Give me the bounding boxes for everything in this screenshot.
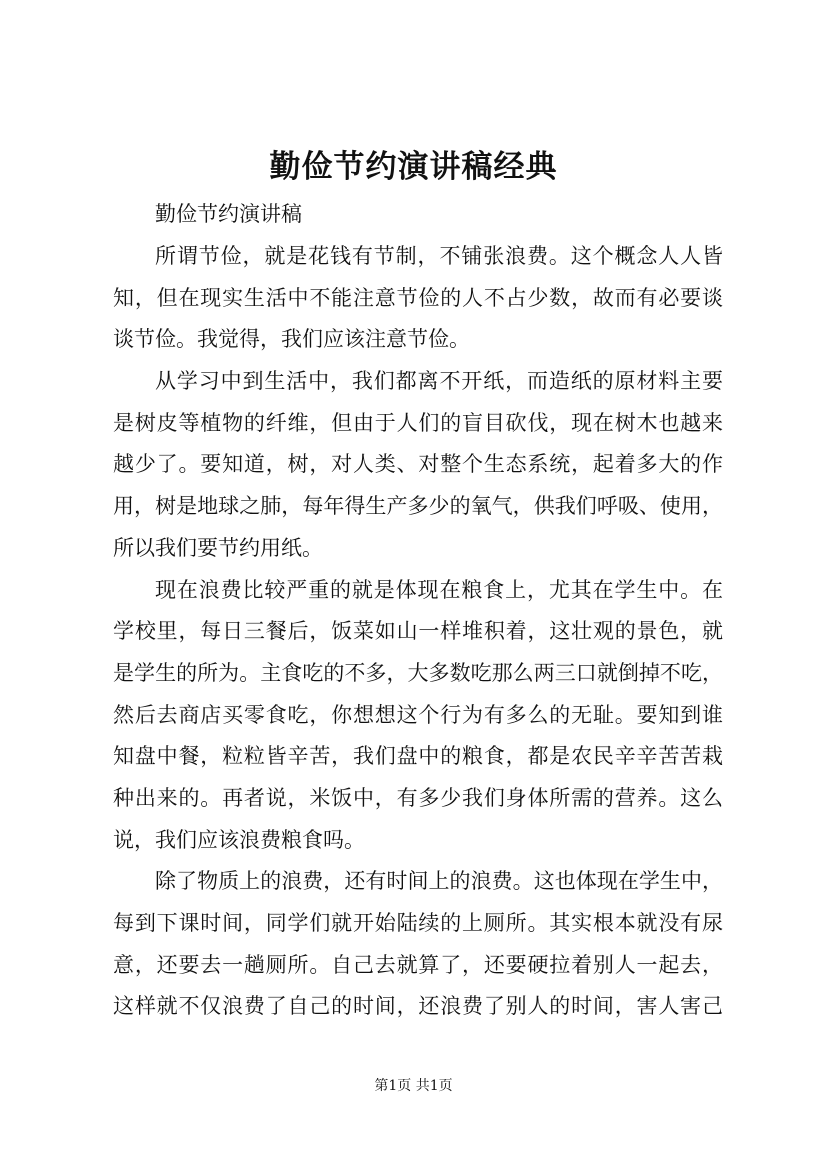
paragraph-line: 谈节俭。我觉得，我们应该注意节俭。 xyxy=(113,327,470,352)
paragraph-line: 知盘中餐，粒粒皆辛苦，我们盘中的粮食，都是农民辛辛苦苦栽 xyxy=(113,744,723,769)
paragraph-line: 从学习中到生活中，我们都离不开纸，而造纸的原材料主要 xyxy=(155,369,723,394)
document-subtitle: 勤俭节约演讲稿 xyxy=(155,202,302,226)
paragraph-line: 知，但在现实生活中不能注意节俭的人不占少数，故而有必要谈 xyxy=(113,285,723,310)
paragraph-line: 是学生的所为。主食吃的不多，大多数吃那么两三口就倒掉不吃， xyxy=(113,660,723,685)
paragraph-line: 除了物质上的浪费，还有时间上的浪费。这也体现在学生中， xyxy=(155,869,723,894)
paragraph-line: 所以我们要节约用纸。 xyxy=(113,535,323,560)
paragraph-line: 是树皮等植物的纤维，但由于人们的盲目砍伐，现在树木也越来 xyxy=(113,410,723,435)
paragraph-line: 现在浪费比较严重的就是体现在粮食上，尤其在学生中。在 xyxy=(155,577,723,602)
paragraph-line: 所谓节俭，就是花钱有节制，不铺张浪费。这个概念人人皆 xyxy=(155,244,723,268)
paragraph-line: 说，我们应该浪费粮食吗。 xyxy=(113,827,365,852)
paragraph-line: 然后去商店买零食吃，你想想这个行为有多么的无耻。要知到谁 xyxy=(113,702,723,727)
paragraph-line: 用，树是地球之肺，每年得生产多少的氧气，供我们呼吸、使用， xyxy=(113,494,723,519)
document-body xyxy=(113,236,723,1028)
paragraph-line: 每到下课时间，同学们就开始陆续的上厕所。其实根本就没有尿 xyxy=(113,911,723,935)
page-footer: 第1页 共1页 xyxy=(374,1078,453,1094)
paragraph-line: 种出来的。再者说，米饭中，有多少我们身体所需的营养。这么 xyxy=(113,785,723,810)
document-title: 勤俭节约演讲稿经典 xyxy=(269,149,558,185)
paragraph-line: 学校里，每日三餐后，饭菜如山一样堆积着，这壮观的景色，就 xyxy=(113,619,723,644)
paragraph-line: 意，还要去一趟厕所。自己去就算了，还要硬拉着别人一起去， xyxy=(113,952,723,977)
paragraph-line: 越少了。要知道，树，对人类、对整个生态系统，起着多大的作 xyxy=(113,452,723,477)
paragraph-line: 这样就不仅浪费了自己的时间，还浪费了别人的时间，害人害己 xyxy=(113,994,723,1019)
